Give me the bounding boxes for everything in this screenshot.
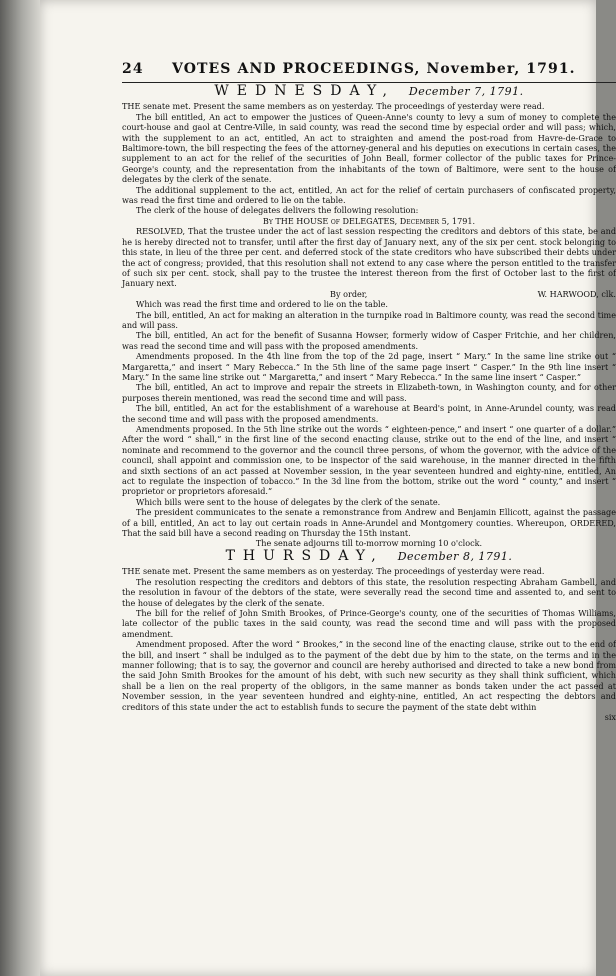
running-title: VOTES AND PROCEEDINGS, November, 1791. [172, 61, 576, 77]
resolution-heading: By THE HOUSE of DELEGATES, December 5, 1791. [262, 215, 476, 226]
catchword: six [604, 711, 616, 722]
page-content [122, 61, 616, 722]
paragraph: THE senate met. Present the same members as on yesterday. The proceedings of yesterday were read. [122, 566, 545, 577]
clerk-signature: W. HARWOOD, clk. [537, 288, 616, 299]
paragraph: The bill for the relief of John Smith Brookes, of Prince-George's county, one of the securities of Thomas Williams, late collector of the public taxes in the said county, was read the second time and will pass with the proposed amendment. [122, 607, 616, 639]
paragraph: The resolution respecting the creditors and debtors of this state, the resolution respecting Abraham Gambell, and the resolution in favour of the debtors of the state, were severally read the second time and assented to, and sent to the house of delegates by the clerk of the senate. [122, 576, 616, 608]
day-name: THURSDAY, [225, 547, 384, 564]
paragraph: The bill, entitled, An act to improve and repair the streets in Elizabeth-town, in Washington county, and for other purposes therein mentioned, was read the second time and will pass. [122, 382, 616, 403]
paragraph: Which bills were sent to the house of delegates by the clerk of the senate. [136, 496, 441, 507]
paragraph: Amendments proposed. In the 4th line from the top of the 2d page, insert “ Mary.” In the same line strike out “ Margaretta,” and insert “ Mary Rebecca.” In the 5th line of the same page insert “ Casper.” In the 9th line insert “ Mary.” In the same line strike out “ Margaretta,” and insert “ Mary Rebecca.” In the same line insert “ Casper.” [122, 351, 616, 382]
resolution-text: RESOLVED, That the trustee under the act of last session respecting the creditors and debtors of this state, be and he is hereby directed not to transfer, until after the first day of January next, any of the six per cent. stock belonging to this state, in lieu of the three per cent. and deferred stock of the state creditors who have subscribed their debts under the act of congress; provided, that this resolution shall not extend to any case where the person entitled to the transfer of such six per cent. stock, shall pay to the trustee the interest thereon from the first of October last to the first of January next. [122, 226, 616, 289]
paragraph: THE senate met. Present the same members as on yesterday. The proceedings of yesterday were read. [122, 101, 545, 112]
signature-line [122, 289, 616, 299]
paragraph: The clerk of the house of delegates delivers the following resolution: [136, 205, 419, 216]
day-heading-thursday [122, 547, 616, 564]
paragraph: The bill entitled, An act to empower the justices of Queen-Anne's county to levy a sum of money to complete the court-house and gaol at Centre-Ville, in said county, was read the second time by especial order and will pass; which, with the supplement to an act, entitled, An act to straighten and amend the post-road from Havre-de-Grace to Baltimore-town, the bill respecting the fees of the attorney-general and his deputies on executions in certain cases, the supplement to an act for the relief of the securities of John Beall, former collector of the public taxes for Prince-George's county, and the representation from the inhabitants of the town of Baltimore, were sent to the house of delegates by the clerk of the senate. [122, 111, 616, 185]
paragraph: Amendment proposed. After the word “ Brookes,” in the second line of the enacting clause, strike out to the end of the bill, and insert “ shall be indulged as to the payment of the debt due by him to the state, on the terms and in the manner following; that is to say, the governor and council are hereby authorised and directed to take a new bond from the said John Smith Brookes for the amount of his debt, with such new security as they shall think sufficient, which shall be a lien on the real property of the obligors, in the same manner as bonds taken under the act passed at November session, in the year seventeen hundred and eighty-nine, entitled, An act respecting the debtors and creditors of this state under the act to establish funds to secure the payment of the state debt within [122, 639, 616, 712]
paragraph: The president communicates to the senate a remonstrance from Andrew and Benjamin Ellicott, against the passage of a bill, entitled, An act to lay out certain roads in Anne-Arundel and Montgomery counties. Whereupon, ORDERED, That the said bill have a second reading on Thursday the 15th instant. [122, 507, 616, 539]
paragraph: Which was read the first time and ordered to lie on the table. [136, 299, 388, 310]
paragraph: The additional supplement to the act, entitled, An act for the relief of certain purchasers of confiscated property, was read the first time and ordered to lie on the table. [122, 184, 616, 206]
paragraph: Amendments proposed. In the 5th line strike out the words “ eighteen-pence,” and insert “ one quarter of a dollar.” After the word “ shall,” in the first line of the second enacting clause, strike out to the end of the line, and insert “ nominate and recommend to the governor and the council three persons, of whom the governor, with the advice of the council, shall appoint and commission one, to be inspector of the said warehouse, in the manner directed in the fifth and sixth sections of an act passed at November session, in the year seventeen hundred and eighty-nine, entitled, An act to regulate the inspection of tobacco.” In the 3d line from the bottom, strike out the word “ county,” and insert “ proprietor or proprietors aforesaid.” [122, 424, 616, 497]
day-heading-wednesday [122, 83, 616, 99]
paragraph: The bill, entitled, An act for making an alteration in the turnpike road in Baltimore county, was read the second time and will pass. [122, 309, 616, 330]
running-head [122, 61, 616, 82]
day-name: WEDNESDAY, [214, 83, 395, 99]
binding-gutter [0, 0, 40, 976]
paragraph: The bill, entitled, An act for the benefit of Susanna Howser, formerly widow of Casper Fritchie, and her children, was read the second time and will pass with the proposed amendments. [122, 330, 616, 351]
adjournment: The senate adjourns till to-morrow morning 10 o'clock. [255, 538, 483, 549]
page [40, 0, 616, 976]
day-date: December 8, 1791. [397, 549, 513, 563]
page-number: 24 [122, 61, 144, 77]
by-order: By order, [330, 288, 368, 299]
paragraph: The bill, entitled, An act for the establishment of a warehouse at Beard's point, in Anne-Arundel county, was read the second time and will pass with the proposed amendments. [122, 403, 616, 424]
day-date: December 7, 1791. [408, 85, 524, 98]
